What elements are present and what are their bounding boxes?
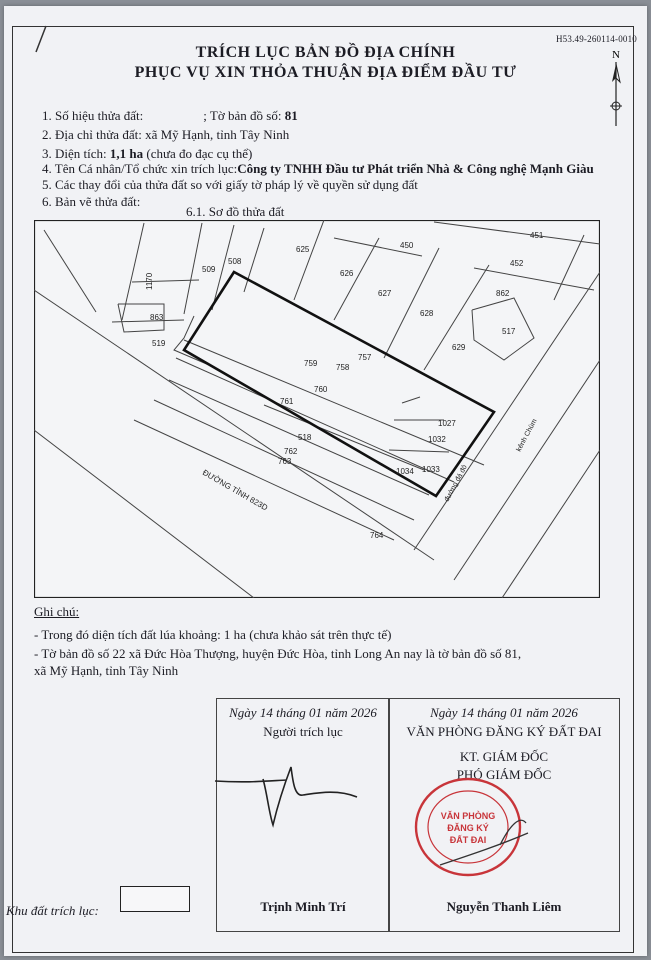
page-title: TRÍCH LỤC BẢN ĐỒ ĐỊA CHÍNH (195, 44, 456, 61)
canal-label: kênh Chùm (515, 418, 539, 453)
stamp-line-2: ĐĂNG KÝ (447, 823, 489, 833)
parcel-label: 1034 (396, 467, 414, 476)
parcel-label: 1027 (438, 419, 456, 428)
parcel-label: 626 (340, 269, 354, 278)
item-applicant: 4. Tên Cá nhân/Tổ chức xin trích lục:Công ty TNHH Đầu tư Phát triển Nhà & Công nghệ Mạnh Giàu (42, 161, 594, 176)
parcel-label: 1033 (422, 465, 440, 474)
parcel-label: 760 (314, 385, 328, 394)
note-2b: xã Mỹ Hạnh, tỉnh Tây Ninh (34, 663, 179, 678)
item-diagram-heading: 6.1. Sơ đồ thửa đất (186, 204, 285, 219)
parcel-label: 629 (452, 343, 466, 352)
item-area: 3. Diện tích: 1,1 ha (chưa đo đạc cụ thể) (42, 146, 253, 161)
parcel-label: 450 (400, 241, 414, 250)
official-stamp (410, 775, 530, 880)
sign-kt: KT. GIÁM ĐỐC (459, 749, 549, 764)
parcel-label: 862 (496, 289, 510, 298)
parcel-label: 758 (336, 363, 350, 372)
item-changes: 5. Các thay đổi của thửa đất so với giấy tờ pháp lý về quyền sử dụng đất (42, 177, 418, 192)
sign-name-right: Nguyễn Thanh Liêm (446, 899, 562, 914)
parcel-label: 1170 (145, 272, 154, 290)
item-parcel-number: 1. Số hiệu thửa đất: ; Tờ bản đồ số: 81 (42, 108, 298, 123)
parcel-label: 762 (284, 447, 298, 456)
parcel-label: 451 (530, 231, 544, 240)
road2-label: đường đá đỏ (443, 463, 469, 503)
document-code: H53.49-260114-0010 (555, 34, 637, 44)
sign-name-left: Trịnh Minh Trí (260, 899, 346, 914)
north-arrow-icon (604, 48, 628, 128)
signature-left (207, 753, 379, 863)
parcel-label: 517 (502, 327, 516, 336)
sign-role-right: PHÓ GIÁM ĐỐC (456, 767, 552, 782)
parcel-label: 509 (202, 265, 216, 274)
notes-heading: Ghi chú: (34, 604, 80, 619)
signature-block-left (216, 698, 390, 932)
note-1: - Trong đó diện tích đất lúa khoảng: 1 ha (chưa khảo sát trên thực tế) (34, 627, 392, 642)
sign-date-left: Ngày 14 tháng 01 năm 2026 (229, 705, 377, 720)
sign-date-right: Ngày 14 tháng 01 năm 2026 (430, 705, 578, 720)
parcel-label: 761 (280, 397, 294, 406)
sign-role-left: Người trích lục (263, 724, 343, 739)
parcel-label: 452 (510, 259, 524, 268)
parcel-label: 757 (358, 353, 372, 362)
item-address: 2. Địa chỉ thửa đất: xã Mỹ Hạnh, tỉnh Tây Ninh (42, 127, 290, 142)
parcel-label: 764 (370, 531, 384, 540)
parcel-label: 863 (150, 313, 164, 322)
road-label: ĐƯỜNG TỈNH 823D (201, 467, 270, 513)
parcel-label: 628 (420, 309, 434, 318)
parcel-label: 625 (296, 245, 310, 254)
parcel-label: 627 (378, 289, 392, 298)
parcel-label: 763 (278, 457, 292, 466)
north-label: N (612, 49, 620, 61)
stamp-line-3: ĐẤT ĐAI (449, 835, 487, 845)
parcel-label: 519 (152, 339, 166, 348)
extract-area-label: Khu đất trích lục: (6, 903, 99, 918)
extract-area-legend-box (120, 886, 190, 912)
parcel-map (34, 220, 600, 598)
sign-office: VĂN PHÒNG ĐĂNG KÝ ĐẤT ĐAI (406, 724, 602, 739)
parcel-label: 759 (304, 359, 318, 368)
parcel-label: 508 (228, 257, 242, 266)
stamp-line-1: VĂN PHÒNG (440, 811, 496, 821)
note-2a: - Tờ bản đồ số 22 xã Đức Hòa Thượng, huyện Đức Hòa, tỉnh Long An nay là tờ bản đồ số 81, (34, 646, 522, 661)
parcel-label: 518 (298, 433, 312, 442)
parcel-label: 1032 (428, 435, 446, 444)
page-subtitle: PHỤC VỤ XIN THỎA THUẬN ĐỊA ĐIỂM ĐẦU TƯ (134, 64, 517, 81)
item-drawing: 6. Bản vẽ thửa đất: (42, 194, 141, 209)
